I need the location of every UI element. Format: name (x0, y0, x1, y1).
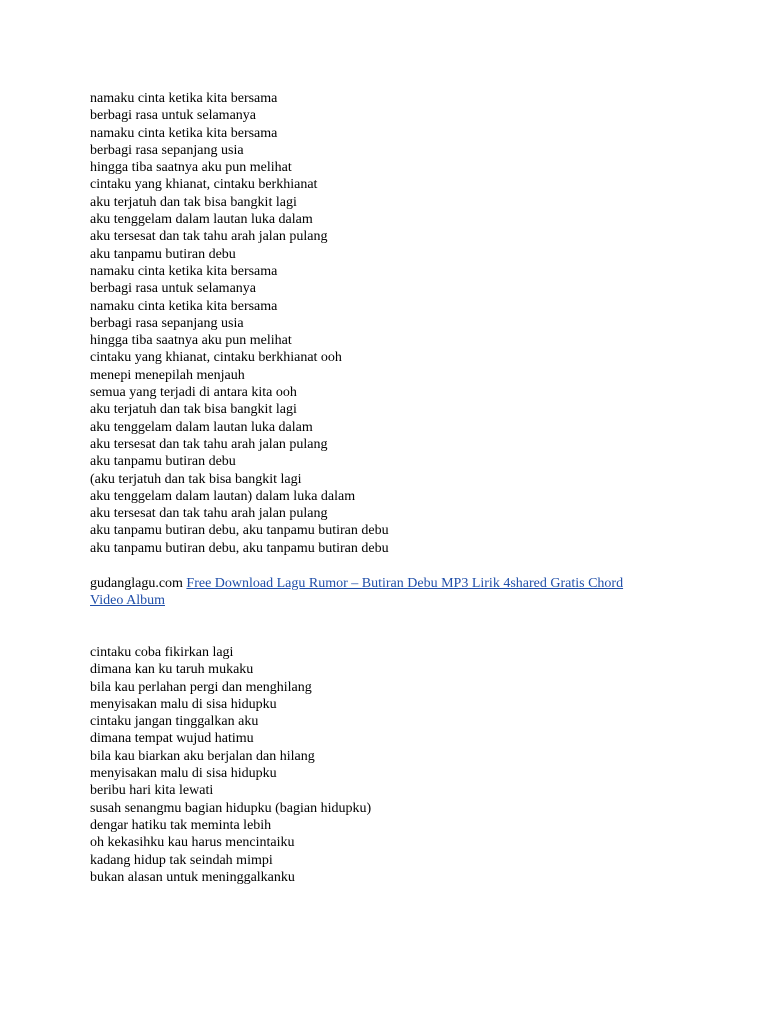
lyric-line: aku tanpamu butiran debu (90, 246, 236, 262)
source-line-1 (90, 575, 690, 592)
lyric-line: bila kau biarkan aku berjalan dan hilang (90, 748, 315, 764)
lyric-line: aku tenggelam dalam lautan luka dalam (90, 419, 313, 435)
lyric-line: bila kau perlahan pergi dan menghilang (90, 679, 312, 695)
source-site-text: gudanglagu.com (90, 576, 183, 591)
lyric-line: berbagi rasa sepanjang usia (90, 142, 244, 158)
lyric-line: berbagi rasa untuk selamanya (90, 281, 256, 297)
lyric-line: aku tersesat dan tak tahu arah jalan pulang (90, 436, 328, 452)
lyric-line: menepi menepilah menjauh (90, 367, 245, 383)
lyric-line: aku tanpamu butiran debu, aku tanpamu butiran debu (90, 523, 389, 539)
lyric-line: cintaku yang khianat, cintaku berkhianat ooh (90, 350, 342, 366)
lyric-line: dengar hatiku tak meminta lebih (90, 817, 272, 833)
lyric-line: hingga tiba saatnya aku pun melihat (90, 333, 292, 349)
lyric-line: dimana tempat wujud hatimu (90, 731, 254, 747)
lyric-line: aku tanpamu butiran debu, aku tanpamu butiran debu (90, 540, 389, 556)
lyric-line: namaku cinta ketika kita bersama (90, 263, 278, 279)
lyric-line: menyisakan malu di sisa hidupku (90, 696, 277, 712)
lyrics-section-1 (90, 90, 690, 557)
lyric-line: susah senangmu bagian hidupku (bagian hidupku) (90, 800, 372, 816)
lyric-line: bukan alasan untuk meninggalkanku (90, 869, 295, 885)
source-line-2 (90, 592, 690, 609)
lyric-line: aku tanpamu butiran debu (90, 454, 236, 470)
lyric-line: cintaku jangan tinggalkan aku (90, 714, 259, 730)
lyrics-section-2 (90, 644, 690, 886)
lyric-line: hingga tiba saatnya aku pun melihat (90, 160, 292, 176)
lyric-line: semua yang terjadi di antara kita ooh (90, 385, 297, 401)
lyric-line: kadang hidup tak seindah mimpi (90, 852, 273, 868)
lyric-line: namaku cinta ketika kita bersama (90, 125, 278, 141)
lyric-line: cintaku yang khianat, cintaku berkhianat (90, 177, 318, 193)
lyric-line: namaku cinta ketika kita bersama (90, 91, 278, 106)
lyric-line: aku tenggelam dalam lautan luka dalam (90, 212, 313, 228)
lyric-line: cintaku coba fikirkan lagi (90, 645, 234, 660)
lyric-line: aku tersesat dan tak tahu arah jalan pulang (90, 229, 328, 245)
lyric-line: berbagi rasa sepanjang usia (90, 315, 244, 331)
lyric-line: berbagi rasa untuk selamanya (90, 108, 256, 124)
lyric-line: aku terjatuh dan tak bisa bangkit lagi (90, 402, 297, 418)
lyric-line: menyisakan malu di sisa hidupku (90, 766, 277, 782)
lyric-line: dimana kan ku taruh mukaku (90, 662, 254, 678)
lyric-line: aku terjatuh dan tak bisa bangkit lagi (90, 194, 297, 210)
lyric-line: (aku terjatuh dan tak bisa bangkit lagi (90, 471, 302, 487)
download-link-continued[interactable]: Video Album (90, 593, 165, 609)
download-link[interactable]: Free Download Lagu Rumor – Butiran Debu MP3 Lirik 4shared Gratis Chord (186, 576, 624, 591)
lyric-line: beribu hari kita lewati (90, 783, 214, 799)
lyric-line: aku tenggelam dalam lautan) dalam luka dalam (90, 488, 356, 504)
lyric-line: oh kekasihku kau harus mencintaiku (90, 835, 295, 851)
source-attribution (90, 575, 690, 610)
lyric-line: namaku cinta ketika kita bersama (90, 298, 278, 314)
lyric-line: aku tersesat dan tak tahu arah jalan pulang (90, 506, 328, 522)
